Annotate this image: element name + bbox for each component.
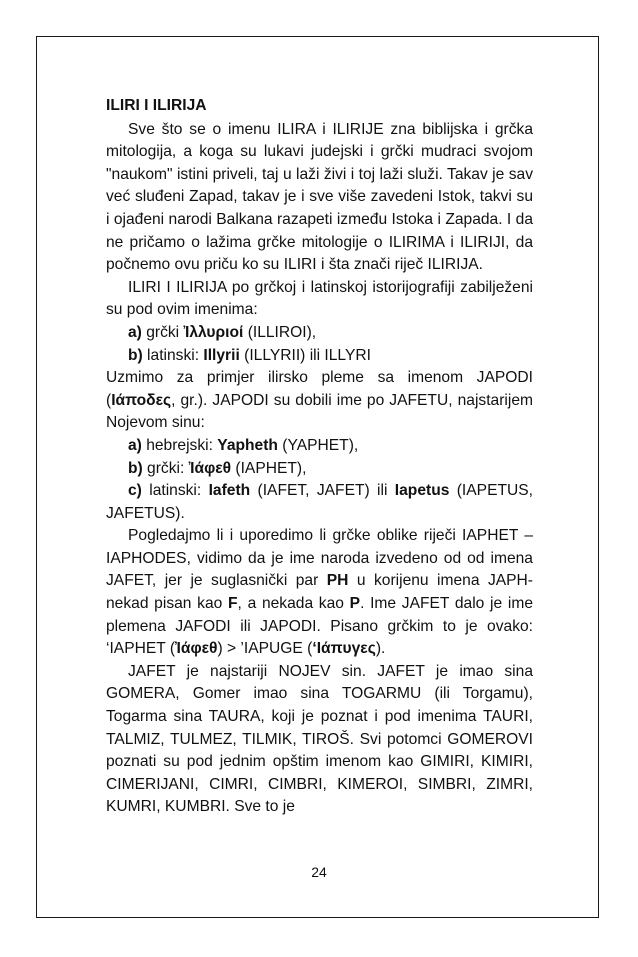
list-item-greek: a) grčki Ἰλλυριοί (ILLIROI),: [128, 323, 317, 341]
paragraph-intro: Sve što se o imenu ILIRA i ILIRIJE zna biblijska i grčka mitologija, a koga su lukavi judejski i grčki mudraci svojom "naukom" istini priveli, taj u laži živi i toj laži služi. Takav je sav već sluđeni Zapad, takav je i sve više zavedeni Istok, takvi su i ojađeni narodi Balkana razapeti između Istoka i Zapada. I da ne pričamo o lažima grčke mitologije o ILIRIMA i ILIRIJI, da počnemo ovu priču ko su ILIRI i šta znači riječ ILIRIJA.: [106, 120, 533, 274]
paragraph-comparison: Pogledajmo li i uporedimo li grčke oblike riječi IAPHET – IAPHODES, vidimo da je ime naroda izvedeno od od imena JAFET, jer je suglasnički par PH u korijenu imena JAPH- nekad pisan kao F, a nekada kao P. Ime JAFET dalo je ime plemena JAFODI ili JAPODI. Pisano grčkim to je ovako: ‘IAPHET (Ἰάφεθ) > ’IAPUGE (‘Ιάπυγες).: [106, 527, 534, 658]
list-item-latin: b) latinski: Illyrii (ILLYRII) ili ILLYRI: [128, 346, 371, 364]
list-label: a): [128, 436, 142, 454]
page-content: [106, 95, 533, 819]
paragraph-japodi: Uzmimo za primjer ilirsko pleme sa imenom JAPODI (Ιάποδες, gr.). JAPODI su dobili ime po JAFETU, najstarijem Nojevom sinu:: [106, 369, 533, 432]
latin-term: Illyrii: [203, 346, 240, 364]
chapter-title: ILIRI I ILIRIJA: [106, 97, 207, 114]
list-label: a): [128, 323, 142, 341]
greek-term: Ἰλλυριοί: [183, 323, 244, 341]
page-number: 24: [311, 864, 327, 880]
list-label: b): [128, 459, 143, 477]
latin-term: Iapetus: [394, 482, 450, 500]
greek-term: Ἰάφεθ: [175, 640, 218, 658]
hebrew-term: Yapheth: [217, 436, 278, 454]
latin-term: Iafeth: [208, 482, 251, 500]
greek-term: Ιάποδες: [111, 391, 172, 409]
greek-term: ‘Ιάπυγες: [312, 640, 376, 658]
paragraph-jafet: JAFET je najstariji NOJEV sin. JAFET je imao sina GOMERA, Gomer imao sina TOGARMU (ili Torgamu), Togarma sina TAURA, koji je poznat i pod imenima TAURI, TALMIZ, TULMEZ, TILMIK, TIROŠ. Svi potomci GOMEROVI poznati su pod jednim opštim imenom kao GIMIRI, KIMIRI, CIMERIJANI, CIMRI, CIMBRI, KIMEROI, SIMBRI, ZIMRI, KUMRI, KUMBRI. Sve to je: [106, 662, 533, 816]
list-label: c): [128, 482, 142, 500]
paragraph-names: ILIRI I ILIRIJA po grčkoj i latinskoj istorijografiji zabilježeni su pod ovim imenima:: [106, 278, 533, 319]
list-item-hebrew: a) hebrejski: Yapheth (YAPHET),: [128, 436, 359, 454]
list-item-greek: b) grčki: Ἰάφεθ (IAPHET),: [128, 459, 307, 477]
list-item-latin: c) latinski: Iafeth (IAFET, JAFET) ili Iapetus (IAPETUS, JAFETUS).: [106, 482, 533, 522]
list-label: b): [128, 346, 143, 364]
greek-term: Ἰάφεθ: [188, 459, 232, 477]
